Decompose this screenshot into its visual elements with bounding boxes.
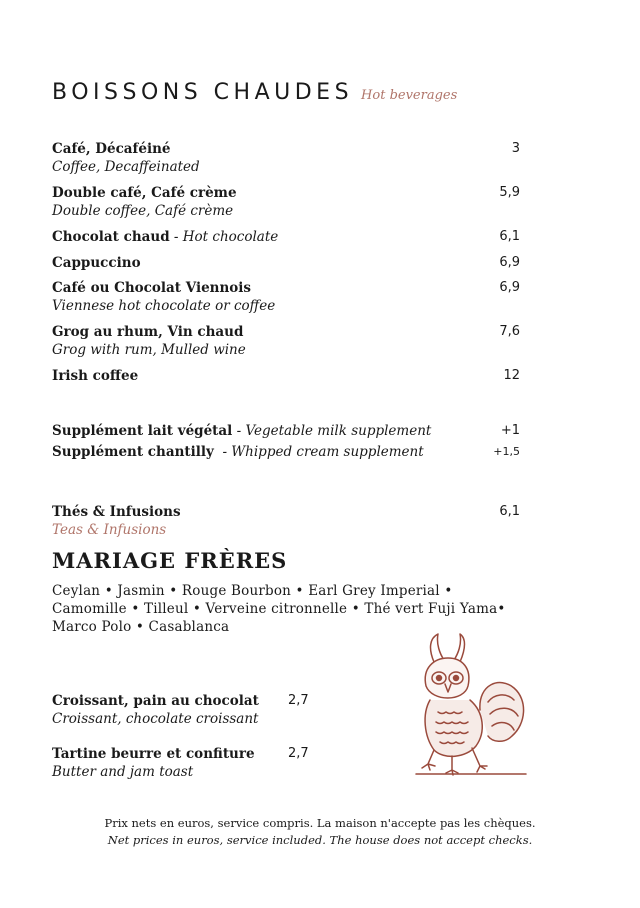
menu-item (52, 279, 520, 315)
food-en: Butter and jam toast (52, 764, 194, 780)
menu-item (52, 228, 520, 246)
menu-item (52, 323, 520, 359)
item-en: - Hot chocolate (169, 229, 279, 245)
food-name: Croissant, pain au chocolat (52, 693, 259, 709)
tea-en: Teas & Infusions (52, 522, 167, 538)
food-item (52, 692, 312, 728)
supplement-item (52, 443, 520, 461)
footer-note (0, 815, 640, 849)
item-price: 6,9 (499, 255, 520, 270)
item-name: Café, Décaféiné (52, 141, 171, 157)
tea-price: 6,1 (499, 504, 520, 519)
item-en: Grog with rum, Mulled wine (52, 342, 246, 358)
supplement-price: +1,5 (493, 445, 520, 458)
item-price: 3 (511, 141, 520, 156)
creature-illustration-icon (408, 632, 538, 777)
supplement-en: - Vegetable milk supplement (232, 423, 432, 439)
item-en: Coffee, Decaffeinated (52, 159, 200, 175)
item-name: Irish coffee (52, 368, 139, 384)
supplement-name-row (52, 422, 520, 440)
food-name: Tartine beurre et confiture (52, 746, 255, 762)
food-price: 2,7 (288, 693, 309, 708)
supplement-price: +1 (500, 423, 520, 438)
footer-line-fr: Prix nets en euros, service compris. La maison n'accepte pas les chèques. (104, 816, 536, 830)
title-fr: BOISSONS CHAUDES (52, 80, 354, 105)
item-en: Viennese hot chocolate or coffee (52, 298, 276, 314)
menu-item (52, 367, 520, 385)
supplement-name-row (52, 443, 520, 461)
item-name: Cappuccino (52, 255, 141, 271)
item-price: 6,1 (499, 229, 520, 244)
item-name: Grog au rhum, Vin chaud (52, 324, 244, 340)
tea-list: Ceylan • Jasmin • Rouge Bourbon • Earl Grey Imperial • Camomille • Tilleul • Verveine citronnelle • Thé vert Fuji Yama• Marco Polo • Casablanca (52, 583, 506, 635)
food-item (52, 745, 312, 781)
item-price: 5,9 (499, 185, 520, 200)
food-price: 2,7 (288, 746, 309, 761)
title-en: Hot beverages (361, 88, 458, 103)
tea-name: Thés & Infusions (52, 504, 181, 520)
menu-item (52, 184, 520, 220)
supplement-name: Supplément lait végétal (52, 423, 233, 439)
brand-title: MARIAGE FRÈRES (52, 548, 288, 573)
item-name: Double café, Café crème (52, 185, 237, 201)
item-name: Café ou Chocolat Viennois (52, 280, 252, 296)
supplement-item (52, 422, 520, 440)
menu-item (52, 254, 520, 272)
supplement-en: - Whipped cream supplement (213, 444, 424, 460)
item-name: Chocolat chaud (52, 229, 170, 245)
menu-item (52, 140, 520, 176)
item-en: Double coffee, Café crème (52, 203, 234, 219)
item-price: 7,6 (499, 324, 520, 339)
supplement-name: Supplément chantilly (52, 444, 214, 460)
page-title (52, 80, 457, 105)
item-price: 6,9 (499, 280, 520, 295)
item-price: 12 (503, 368, 520, 383)
food-en: Croissant, chocolate croissant (52, 711, 259, 727)
tea-section (52, 503, 520, 539)
footer-line-en: Net prices in euros, service included. The house does not accept checks. (107, 833, 533, 847)
item-name-row (52, 228, 520, 246)
